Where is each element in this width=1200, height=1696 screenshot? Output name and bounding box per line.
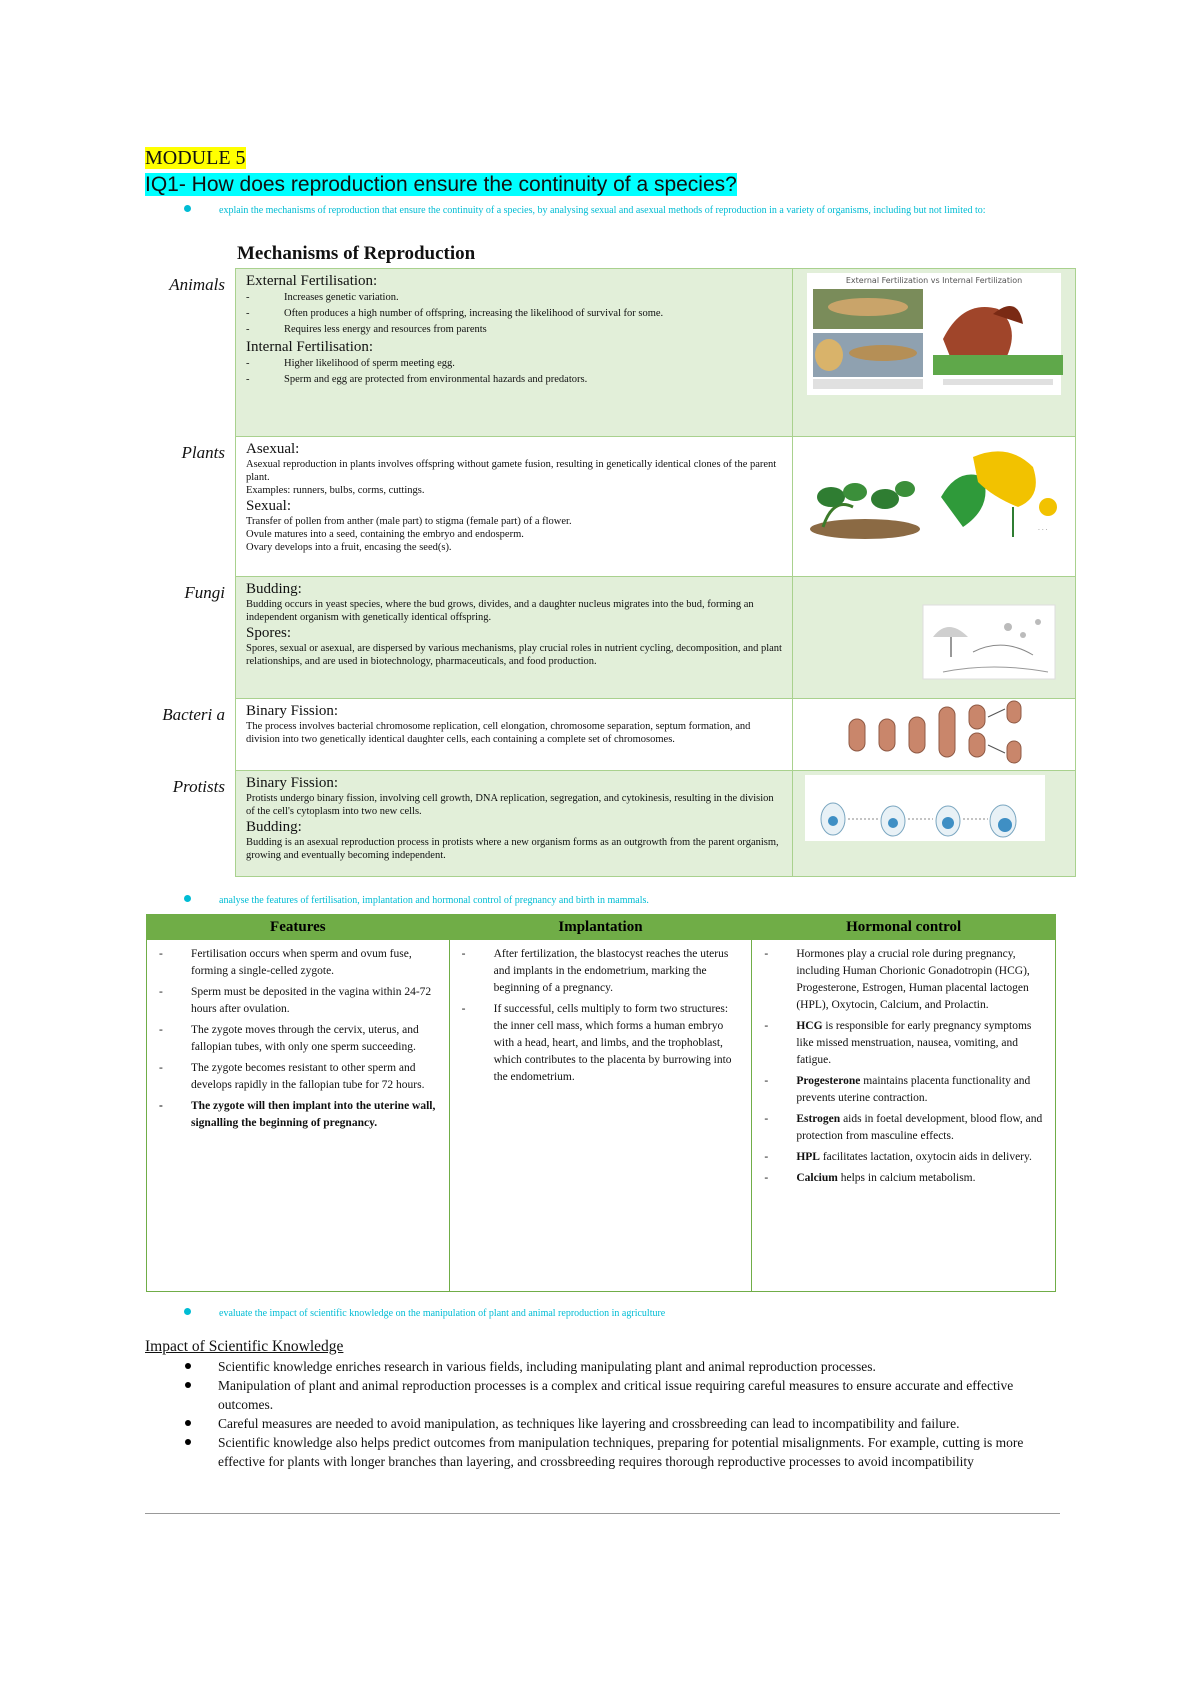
image-cell — [793, 269, 1076, 437]
list-item: - Calcium helps in calcium metabolism. — [758, 1170, 1045, 1187]
features-cell — [147, 940, 450, 1292]
document-page: MODULE 5 IQ1- How does reproduction ensure the continuity of a species? explain the mechanisms of reproduction that ensure the continuity of a species, by analysing sexual and asexual methods of reproduction in a variety of organisms, including but not limited to: Mechanisms of Reproduction Animals External Fertilisation: - Increases genetic variation. - Often produces a high number of offspring, increasing the likelihood of survival for some. - Requires less energy and resources from parents Internal Fertilisation: - Higher likelihood of sperm meeting egg. - Sperm and egg are protected from environmental hazards and predators. External Fertilization vs Internal Fertilization Plants Asexual: Asexual reproduction in plants involves offspring without gamete fusion, resulting in genetically identical clones of the parent plant. Examples: runners, bulbs, corms, cuttings. Sexual: Transfer of pollen from anther (male part) to stigma (female part) of a flower. Ovule matures into a seed, containing the embryo and endosperm. Ovary develops into a fruit, encasing the seed(s). · · · Fungi Budding: Budding occurs in yeast species, where the bud grows, divides, and a daughter nucleus migrates into the bud, forming an independent organism with genetically identical offspring. Spores: Spores, sexual or asexual, are dispersed by various mechanisms, play crucial roles in nutrient cycling, decomposition, and plant relationships, and are used in biotechnology, pharmaceuticals, and food production. Bacteri a Binary Fission: The process involves bacterial chromosome replication, cell elongation, chromosome separation, septum formation, and division into two genetically identical daughter cells, each containing a complete set of chromosomes. Protists Binary Fission: Protists undergo binary fission, involving cell growth, DNA replication, segregation, and cytokinesis, resulting in the division of the cell's cytoplasm into two new cells. Budding: Budding is an asexual reproduction process in protists where a new organism forms as an outgrowth from the parent organism, growing and eventually becoming independent. analyse the features of fertilisation, implantation and hormonal control of pregnancy and birth in mammals. Features Implantation Hormonal control - Fertilisation occurs when sperm and ovum fuse, forming a single-celled zygote. - Sperm must be deposited in the vagina within 24-72 hours after ovulation. - The zygote moves through the cervix, uterus, and fallopian tubes, with only one sperm succeeding. - The zygote becomes resistant to other sperm and develops rapidly in the fallopian tube for 72 hours. - The zygote will then implant into the uterine wall, signalling the beginning of pregnancy. - After fertilization, the blastocyst reaches the uterus and implants in the endometrium, marking the beginning of a pregnancy. - If successful, cells multiply to form two structures: the inner cell mass, which forms a human embryo with a head, heart, and limbs, and the trophoblast, which contributes to the placenta by burrowing into the endometrium. - Hormones play a crucial role during pregnancy, including Human Chorionic Gonadotropin (HCG), Progesterone, Estrogen, Human placental lactogen (HPL), Oxytocin, Calcium, and Prolactin. - HCG is responsible for early pregnancy symptoms like missed menstruation, nausea, vomiting, and fatigue. - Progesterone maintains placenta functionality and prevents uterine contraction. - Estrogen aids in foetal development, blood flow, and protection from masculine effects. - HPL facilitates lactation, oxytocin aids in delivery. - Calcium helps in calcium metabolism. evaluate the impact of scientific knowledge on the manipulation of plant and animal reproduction in agriculture Impact of Scientific Knowledge Scientific knowledge enriches research in various fields, including manipulating plant and animal reproduction processes. Manipulation of plant and animal reproduction processes is a complex and critical issue requiring careful measures to ensure accurate and effective outcomes. Careful measures are needed to avoid manipulation, as techniques like layering and crossbreeding can lead to incompatibility and failure. Scientific knowledge also helps predict outcomes from manipulation techniques, preparing for potential misalignments. For example, cutting is more effective for plants with longer branches than layering, and crossbreeding requires thorough reproductive processes to avoid incompatibility — [0, 0, 1200, 1696]
description-cell: External Fertilisation: - Increases genetic variation. - Often produces a high number of offspring, increasing the likelihood of survival for some. - Requires less energy and resources from parents Internal Fertilisation: - Higher likelihood of sperm meeting egg. - Sperm and egg are protected from environmental hazards and predators. — [236, 269, 793, 437]
list-item: - The zygote will then implant into the uterine wall, signalling the beginning of pregnancy. — [153, 1098, 439, 1132]
impact-title: Impact of Scientific Knowledge — [145, 1338, 344, 1355]
description-cell: Asexual: Asexual reproduction in plants involves offspring without gamete fusion, resulting in genetically identical clones of the parent plant. Examples: runners, bulbs, corms, cuttings. Sexual: Transfer of pollen from anther (male part) to stigma (female part) of a flower. Ovule matures into a seed, containing the embryo and endosperm. Ovary develops into a fruit, encasing the seed(s). — [236, 437, 793, 577]
description-cell: Budding: Budding occurs in yeast species, where the bud grows, divides, and a daughter nucleus migrates into the bud, forming an independent organism with genetically identical offspring. Spores: Spores, sexual or asexual, are dispersed by various mechanisms, play crucial roles in nutrient cycling, decomposition, and plant relationships, and are used in biotechnology, pharmaceuticals, and food production. — [236, 577, 793, 699]
bullet-icon — [184, 1308, 191, 1315]
plant-reproduction-illustration — [793, 437, 1075, 567]
list-item: Scientific knowledge enriches research in various fields, including manipulating plant and animal reproduction processes. — [145, 1357, 1060, 1376]
hormonal-cell — [752, 940, 1056, 1292]
table-row — [147, 940, 1056, 1292]
fertilization-illustration — [793, 269, 1075, 399]
protist-budding-illustration — [793, 771, 1075, 871]
list-item: Careful measures are needed to avoid manipulation, as techniques like layering and crossbreeding can lead to incompatibility and failure. — [145, 1414, 1060, 1433]
image-cell — [793, 699, 1076, 771]
list-item: - Fertilisation occurs when sperm and ovum fuse, forming a single-celled zygote. — [153, 946, 439, 980]
kingdom-label: Plants — [181, 442, 225, 462]
list-item: - Progesterone maintains placenta functionality and prevents uterine contraction. — [758, 1073, 1045, 1107]
implantation-cell — [449, 940, 752, 1292]
list-item: - Estrogen aids in foetal development, blood flow, and protection from masculine effects. — [758, 1111, 1045, 1145]
list-item: - The zygote moves through the cervix, uterus, and fallopian tubes, with only one sperm succeeding. — [153, 1022, 439, 1056]
impact-list — [145, 1357, 1060, 1471]
table-row — [135, 771, 1076, 877]
list-item: - HPL facilitates lactation, oxytocin aids in delivery. — [758, 1149, 1045, 1166]
column-header: Features — [147, 915, 450, 940]
kingdom-label: Fungi — [184, 582, 225, 602]
list-item: - After fertilization, the blastocyst reaches the uterus and implants in the endometrium, marking the beginning of a pregnancy. — [456, 946, 742, 997]
svg-text:External Fertilization vs Inte: External Fertilization vs Internal Fertilization — [845, 276, 1023, 285]
svg-text:· · ·: · · · — [1038, 527, 1048, 534]
list-item: - Hormones play a crucial role during pregnancy, including Human Chorionic Gonadotropin (HCG), Progesterone, Estrogen, Human placental lactogen (HPL), Oxytocin, Calcium, and Prolactin. — [758, 946, 1045, 1014]
divider — [145, 1513, 1060, 1514]
list-item: - Requires less energy and resources from parents — [246, 322, 784, 338]
table-header-row — [147, 915, 1056, 940]
list-item: - Increases genetic variation. — [246, 290, 784, 306]
list-item: - Sperm and egg are protected from environmental hazards and predators. — [246, 372, 784, 388]
list-item: - Higher likelihood of sperm meeting egg. — [246, 356, 784, 372]
table-row — [135, 269, 1076, 437]
column-header: Hormonal control — [752, 915, 1056, 940]
kingdom-label: Bacteri a — [162, 704, 225, 724]
kingdom-label: Protists — [172, 776, 225, 796]
list-item: - The zygote becomes resistant to other sperm and develops rapidly in the fallopian tube for 72 hours. — [153, 1060, 439, 1094]
column-header: Implantation — [449, 915, 752, 940]
mechanisms-title: Mechanisms of Reproduction — [237, 243, 476, 264]
description-cell: Binary Fission: Protists undergo binary fission, involving cell growth, DNA replication, segregation, and cytokinesis, resulting in the division of the cell's cytoplasm into two new cells. Budding: Budding is an asexual reproduction process in protists where a new organism forms as an outgrowth from the parent organism, growing and eventually becoming independent. — [236, 771, 793, 877]
pregnancy-table — [146, 914, 1056, 1292]
module-heading: MODULE 5 — [145, 147, 246, 169]
table-row — [135, 437, 1076, 577]
bullet-icon — [184, 205, 191, 212]
description-cell: Binary Fission: The process involves bacterial chromosome replication, cell elongation, chromosome separation, septum formation, and division into two genetically identical daughter cells, each containing a complete set of chromosomes. — [236, 699, 793, 771]
image-cell — [793, 437, 1076, 577]
image-cell — [793, 771, 1076, 877]
list-item: Scientific knowledge also helps predict outcomes from manipulation techniques, preparing for potential misalignments. For example, cutting is more effective for plants with longer branches than layering, and crossbreeding requires thorough reproductive processes to avoid incompatibility — [145, 1433, 1060, 1471]
list-item: - Often produces a high number of offspring, increasing the likelihood of survival for some. — [246, 306, 784, 322]
bullet-icon — [184, 895, 191, 902]
table-row — [135, 699, 1076, 771]
list-item: - HCG is responsible for early pregnancy symptoms like missed menstruation, nausea, vomiting, and fatigue. — [758, 1018, 1045, 1069]
kingdom-label: Animals — [169, 274, 225, 294]
image-cell — [793, 577, 1076, 699]
inquiry-question: IQ1- How does reproduction ensure the continuity of a species? — [145, 173, 737, 196]
binary-fission-illustration — [793, 699, 1075, 765]
list-item: Manipulation of plant and animal reproduction processes is a complex and critical issue requiring careful measures to ensure accurate and effective outcomes. — [145, 1376, 1060, 1414]
mechanisms-table — [135, 268, 1076, 877]
fungi-life-cycle-illustration — [793, 577, 1075, 693]
table-row — [135, 577, 1076, 699]
list-item: - Sperm must be deposited in the vagina within 24-72 hours after ovulation. — [153, 984, 439, 1018]
list-item: - If successful, cells multiply to form two structures: the inner cell mass, which forms a human embryo with a head, heart, and limbs, and the trophoblast, which contributes to the placenta by burrowing into the endometrium. — [456, 1001, 742, 1086]
